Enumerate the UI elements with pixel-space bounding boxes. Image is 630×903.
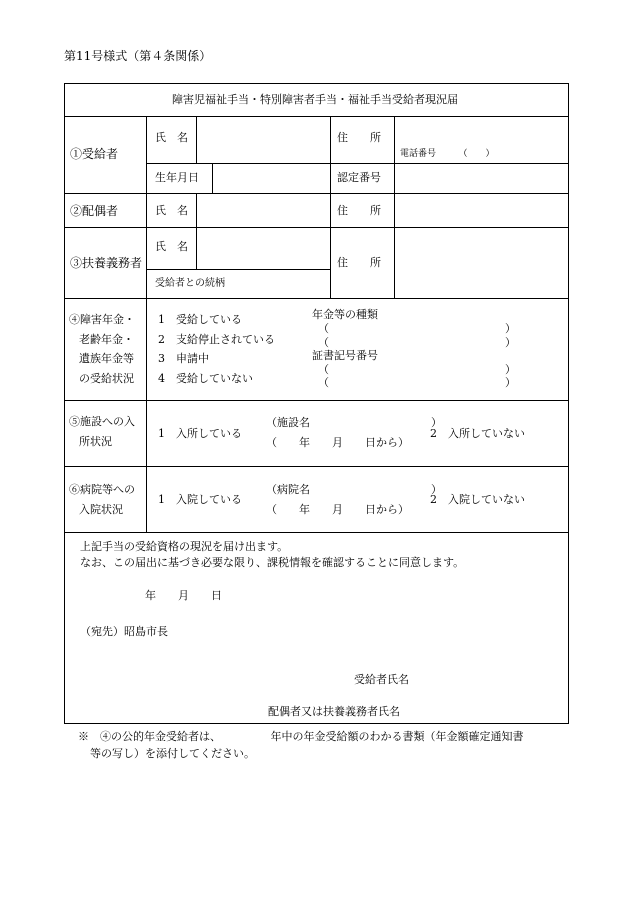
spouse-signature-label: 配偶者又は扶養義務者氏名 — [268, 705, 400, 718]
spouse-section-label: ②配偶者 — [70, 204, 119, 218]
pension-cert-no-label: 証書記号番号 — [312, 349, 378, 362]
recipient-name-label: 氏 名 — [155, 131, 188, 144]
recipient-birth-label: 生年月日 — [155, 171, 199, 184]
declaration-date: 年 月 日 — [145, 589, 222, 602]
footnote-line-1: ※ ④の公的年金受給者は、 年中の年金受給額のわかる書類（年金額確定通知書 — [78, 730, 524, 743]
supporter-name-label: 氏 名 — [155, 240, 188, 253]
paren: ） — [505, 376, 516, 389]
pension-option: 2 支給停止されている — [158, 333, 275, 346]
paren: ） — [505, 336, 516, 349]
paren: （ — [318, 322, 329, 335]
form-number: 第11号様式（第４条関係） — [64, 49, 212, 63]
pension-type-label: 年金等の種類 — [312, 308, 378, 321]
hospital-name-line: （病院名 ） — [266, 483, 442, 496]
facility-date-line: （ 年 月 日から） — [266, 436, 409, 449]
facility-option-2: 2 入所していない — [430, 427, 525, 440]
pension-option: 4 受給していない — [158, 372, 253, 385]
hospital-section-line: ⑥病院等への — [69, 483, 135, 496]
pension-section-line: の受給状況 — [79, 372, 134, 385]
pension-section-line: ④障害年金・ — [69, 313, 135, 326]
hospital-option-2: 2 入院していない — [430, 493, 525, 506]
declaration-line-2: なお、この届出に基づき必要な限り、課税情報を確認することに同意します。 — [80, 556, 465, 569]
paren: ） — [505, 363, 516, 376]
pension-section-line: 老齢年金・ — [79, 333, 134, 346]
recipient-address-label: 住 所 — [337, 131, 381, 144]
paren: ） — [505, 322, 516, 335]
hospital-option-1: 1 入院している — [158, 493, 242, 506]
hospital-date-line: （ 年 月 日から） — [266, 503, 409, 516]
spouse-address-label: 住 所 — [337, 204, 381, 217]
form-title: 障害児福祉手当・特別障害者手当・福祉手当受給者現況届 — [172, 93, 458, 106]
facility-name-line: （施設名 ） — [266, 416, 442, 429]
recipient-signature-label: 受給者氏名 — [354, 673, 409, 686]
pension-section-line: 遺族年金等 — [79, 352, 134, 365]
pension-option: 1 受給している — [158, 313, 242, 326]
declaration-line-1: 上記手当の受給資格の現況を届け出ます。 — [80, 540, 289, 553]
facility-section-line: 所状況 — [79, 435, 112, 448]
addressee: （宛先）昭島市長 — [80, 625, 168, 638]
pension-option: 3 申請中 — [158, 352, 209, 365]
recipient-cert-label: 認定番号 — [337, 171, 381, 184]
paren: （ — [318, 363, 329, 376]
facility-option-1: 1 入所している — [158, 427, 242, 440]
hospital-section-line: 入院状況 — [79, 503, 123, 516]
footnote-line-2: 等の写し）を添付してください。 — [90, 747, 255, 760]
supporter-section-label: ③扶養義務者 — [70, 256, 143, 270]
paren: （ — [318, 336, 329, 349]
recipient-section-label: ①受給者 — [70, 147, 119, 161]
footnote — [78, 728, 568, 762]
facility-section-line: ⑤施設への入 — [69, 415, 135, 428]
supporter-relation-label: 受給者との続柄 — [155, 278, 225, 289]
recipient-phone-label: 電話番号 （ ） — [400, 149, 495, 159]
supporter-address-label: 住 所 — [337, 256, 381, 269]
paren: （ — [318, 376, 329, 389]
spouse-name-label: 氏 名 — [155, 204, 188, 217]
